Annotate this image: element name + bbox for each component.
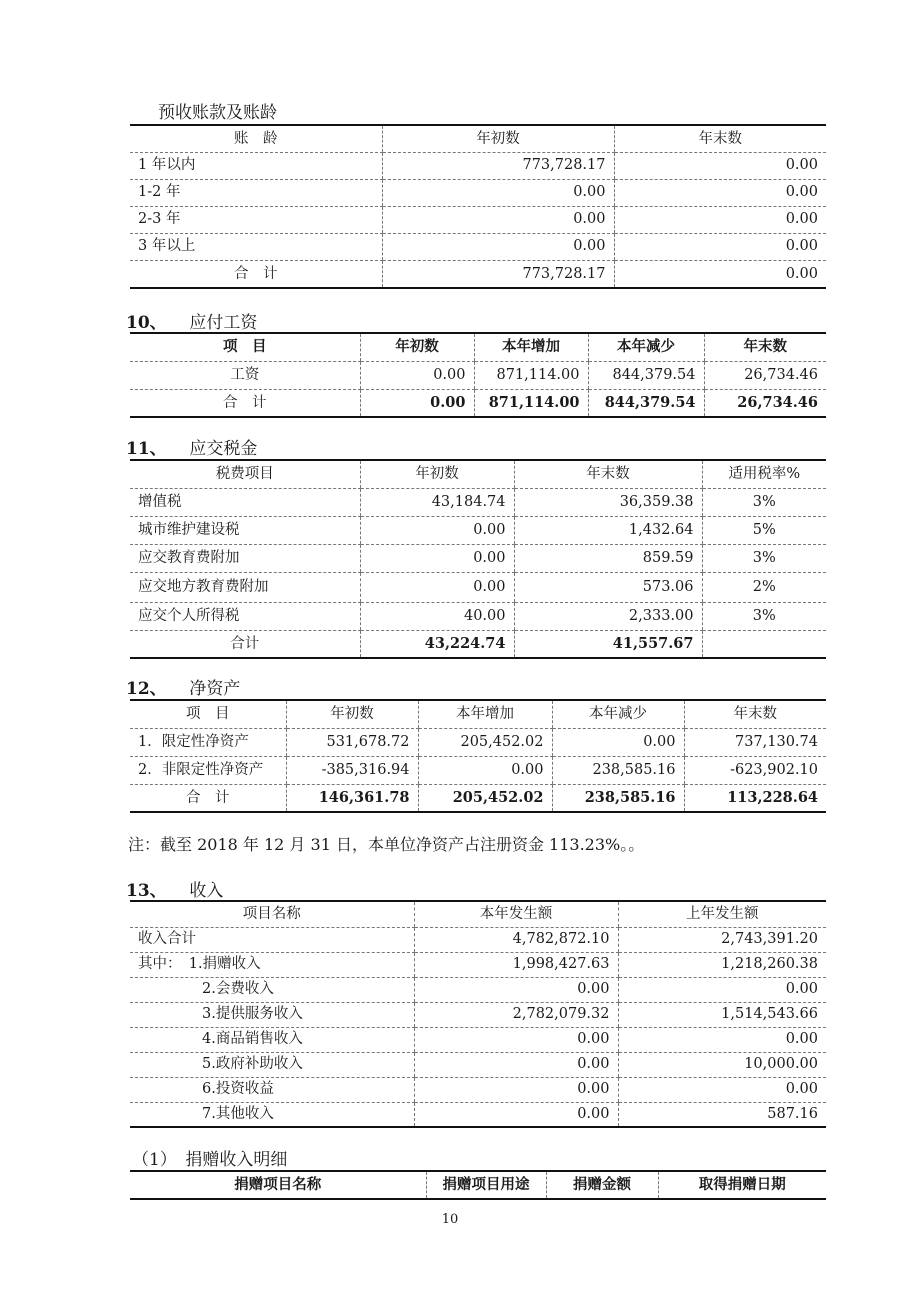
donation-heading xyxy=(132,1145,287,1170)
cell-value: 0.00 xyxy=(414,1027,618,1052)
total-row xyxy=(130,630,826,658)
total-value: 26,734.46 xyxy=(704,389,826,417)
cell-value: 0.00 xyxy=(382,233,614,260)
cell-value: 43,184.74 xyxy=(360,488,514,516)
table-row xyxy=(130,516,826,544)
cell-value: 3% xyxy=(702,602,826,630)
total-value: 113,228.64 xyxy=(684,784,826,812)
table-row xyxy=(130,977,826,1002)
row-label: 1-2 年 xyxy=(130,179,382,206)
net-heading xyxy=(126,674,240,699)
section-number: 13、 xyxy=(126,881,167,901)
row-label: 7.其他收入 xyxy=(202,1106,274,1122)
cell-value: 2,743,391.20 xyxy=(618,927,826,952)
header-cell: 年末数 xyxy=(614,125,826,152)
row-label: 应交教育费附加 xyxy=(130,544,360,572)
table-row xyxy=(130,602,826,630)
total-row xyxy=(130,260,826,288)
row-label: 1 年以内 xyxy=(130,152,382,179)
income-table xyxy=(130,900,826,1128)
cell-value: 0.00 xyxy=(360,544,514,572)
total-row xyxy=(130,389,826,417)
cell-value: 10,000.00 xyxy=(618,1052,826,1077)
total-label: 合 计 xyxy=(186,789,230,806)
header-cell: 账 龄 xyxy=(130,125,382,152)
table-row xyxy=(130,361,826,389)
table-row xyxy=(130,756,826,784)
section-number: 11、 xyxy=(126,439,167,459)
cell-value: 0.00 xyxy=(360,572,514,602)
cell-value: 0.00 xyxy=(382,179,614,206)
row-label: 3.提供服务收入 xyxy=(130,1002,414,1027)
total-value: 773,728.17 xyxy=(382,260,614,288)
section-title: 应交税金 xyxy=(189,439,258,459)
cell-value: 0.00 xyxy=(614,206,826,233)
header-cell: 税费项目 xyxy=(130,460,360,488)
row-label: 6.投资收益 xyxy=(130,1077,414,1102)
total-value: 844,379.54 xyxy=(588,389,704,417)
table-row xyxy=(130,233,826,260)
row-label: 城市维护建设税 xyxy=(130,516,360,544)
table-header-row xyxy=(130,700,826,728)
advance-title-text: 预收账款及账龄 xyxy=(158,103,277,123)
total-value xyxy=(702,630,826,658)
income-heading xyxy=(126,876,223,901)
cell-value: 5% xyxy=(702,516,826,544)
cell-value: 0.00 xyxy=(618,977,826,1002)
cell-value: 205,452.02 xyxy=(418,728,552,756)
wages-table xyxy=(130,332,826,418)
header-cell: 本年发生额 xyxy=(414,901,618,927)
cell-value: 0.00 xyxy=(552,728,684,756)
cell-value: 844,379.54 xyxy=(588,361,704,389)
row-label: 4.商品销售收入 xyxy=(130,1027,414,1052)
header-cell: 年末数 xyxy=(684,700,826,728)
advance-table xyxy=(130,124,826,289)
table-row xyxy=(130,1102,826,1127)
header-cell: 年初数 xyxy=(360,460,514,488)
cell-value: 2,333.00 xyxy=(514,602,702,630)
cell-value: 36,359.38 xyxy=(514,488,702,516)
total-value: 41,557.67 xyxy=(514,630,702,658)
section-title: 净资产 xyxy=(189,679,241,699)
subsection-number: （1） xyxy=(132,1150,177,1170)
cell-value: 0.00 xyxy=(414,1052,618,1077)
cell-value: 1,432.64 xyxy=(514,516,702,544)
net-assets-table xyxy=(130,699,826,813)
total-value: 238,585.16 xyxy=(552,784,684,812)
row-label: 2.会费收入 xyxy=(130,977,414,1002)
total-label: 合计 xyxy=(230,635,260,652)
header-cell: 上年发生额 xyxy=(618,901,826,927)
row-label: 2-3 年 xyxy=(130,206,382,233)
cell-value: 573.06 xyxy=(514,572,702,602)
row-label: 2．非限定性净资产 xyxy=(130,756,286,784)
advance-title xyxy=(158,98,277,123)
row-label: 收入合计 xyxy=(130,927,414,952)
header-cell: 捐赠金额 xyxy=(546,1171,658,1199)
total-value: 146,361.78 xyxy=(286,784,418,812)
table-row xyxy=(130,1077,826,1102)
total-label: 合 计 xyxy=(223,394,267,411)
cell-value: 773,728.17 xyxy=(382,152,614,179)
total-value: 0.00 xyxy=(360,389,474,417)
cell-value: 3% xyxy=(702,488,826,516)
row-label: 增值税 xyxy=(130,488,360,516)
header-cell: 取得捐赠日期 xyxy=(658,1171,826,1199)
header-cell: 本年增加 xyxy=(474,333,588,361)
header-cell: 年末数 xyxy=(514,460,702,488)
cell-value: 737,130.74 xyxy=(684,728,826,756)
cell-value: 587.16 xyxy=(618,1102,826,1127)
table-header-row xyxy=(130,125,826,152)
header-cell: 本年增加 xyxy=(418,700,552,728)
total-label: 合 计 xyxy=(234,265,278,282)
cell-value: 0.00 xyxy=(614,233,826,260)
row-label: 其中： 1.捐赠收入 xyxy=(130,952,414,977)
total-value: 43,224.74 xyxy=(360,630,514,658)
cell-value: 2,782,079.32 xyxy=(414,1002,618,1027)
cell-value: 0.00 xyxy=(414,977,618,1002)
table-row xyxy=(130,152,826,179)
row-label: 工资 xyxy=(130,361,360,389)
cell-value: 26,734.46 xyxy=(704,361,826,389)
header-cell: 捐赠项目名称 xyxy=(234,1175,322,1193)
cell-value: 0.00 xyxy=(414,1102,618,1127)
row-label: 5.政府补助收入 xyxy=(130,1052,414,1077)
table-row xyxy=(130,728,826,756)
cell-value: 3% xyxy=(702,544,826,572)
table-row xyxy=(130,1027,826,1052)
table-row xyxy=(130,927,826,952)
cell-value: 4,782,872.10 xyxy=(414,927,618,952)
cell-value: 1,218,260.38 xyxy=(618,952,826,977)
cell-value: 0.00 xyxy=(418,756,552,784)
cell-value: 0.00 xyxy=(618,1077,826,1102)
cell-value: 2% xyxy=(702,572,826,602)
table-header-row xyxy=(130,901,826,927)
total-value: 871,114.00 xyxy=(474,389,588,417)
header-cell: 本年减少 xyxy=(552,700,684,728)
header-cell: 适用税率% xyxy=(702,460,826,488)
cell-value: 859.59 xyxy=(514,544,702,572)
table-row xyxy=(130,206,826,233)
section-title: 收入 xyxy=(189,881,224,901)
cell-value: 871,114.00 xyxy=(474,361,588,389)
table-row xyxy=(130,544,826,572)
net-assets-note: 注：截至 2018 年 12 月 31 日，本单位净资产占注册资金 113.23%。。 xyxy=(128,835,645,854)
table-header-row xyxy=(130,460,826,488)
section-number: 12、 xyxy=(126,679,167,699)
cell-value: 1,998,427.63 xyxy=(414,952,618,977)
table-row xyxy=(130,952,826,977)
page-number: 10 xyxy=(441,1212,459,1227)
table-header-row xyxy=(130,1171,826,1199)
cell-value: 0.00 xyxy=(614,179,826,206)
cell-value: 0.00 xyxy=(414,1077,618,1102)
tax-heading xyxy=(126,434,257,459)
cell-value: 1,514,543.66 xyxy=(618,1002,826,1027)
header-cell: 年初数 xyxy=(286,700,418,728)
section-number: 10、 xyxy=(126,313,167,333)
header-cell: 年初数 xyxy=(382,125,614,152)
table-row xyxy=(130,1052,826,1077)
subsection-title: 捐赠收入明细 xyxy=(185,1150,288,1170)
table-row xyxy=(130,488,826,516)
total-value: 205,452.02 xyxy=(418,784,552,812)
table-row xyxy=(130,572,826,602)
cell-value: -623,902.10 xyxy=(684,756,826,784)
cell-value: 0.00 xyxy=(360,516,514,544)
table-row xyxy=(130,1002,826,1027)
wages-heading xyxy=(126,308,257,333)
cell-value: 238,585.16 xyxy=(552,756,684,784)
cell-value: 0.00 xyxy=(382,206,614,233)
tax-table xyxy=(130,459,826,659)
header-cell: 捐赠项目用途 xyxy=(426,1171,546,1199)
cell-value: 531,678.72 xyxy=(286,728,418,756)
section-title: 应付工资 xyxy=(189,313,258,333)
row-label: 1．限定性净资产 xyxy=(130,728,286,756)
header-cell: 本年减少 xyxy=(588,333,704,361)
cell-value: 0.00 xyxy=(618,1027,826,1052)
row-label: 应交个人所得税 xyxy=(130,602,360,630)
cell-value: 0.00 xyxy=(614,152,826,179)
table-header-row xyxy=(130,333,826,361)
cell-value: 0.00 xyxy=(360,361,474,389)
table-row xyxy=(130,179,826,206)
cell-value: -385,316.94 xyxy=(286,756,418,784)
donation-table xyxy=(130,1170,826,1200)
header-cell: 项目名称 xyxy=(130,901,414,927)
header-cell: 项 目 xyxy=(130,700,286,728)
header-cell: 年末数 xyxy=(704,333,826,361)
total-row xyxy=(130,784,826,812)
header-cell: 项 目 xyxy=(130,333,360,361)
row-label: 3 年以上 xyxy=(130,233,382,260)
header-cell: 年初数 xyxy=(360,333,474,361)
total-value: 0.00 xyxy=(614,260,826,288)
cell-value: 40.00 xyxy=(360,602,514,630)
row-label: 应交地方教育费附加 xyxy=(130,572,360,602)
